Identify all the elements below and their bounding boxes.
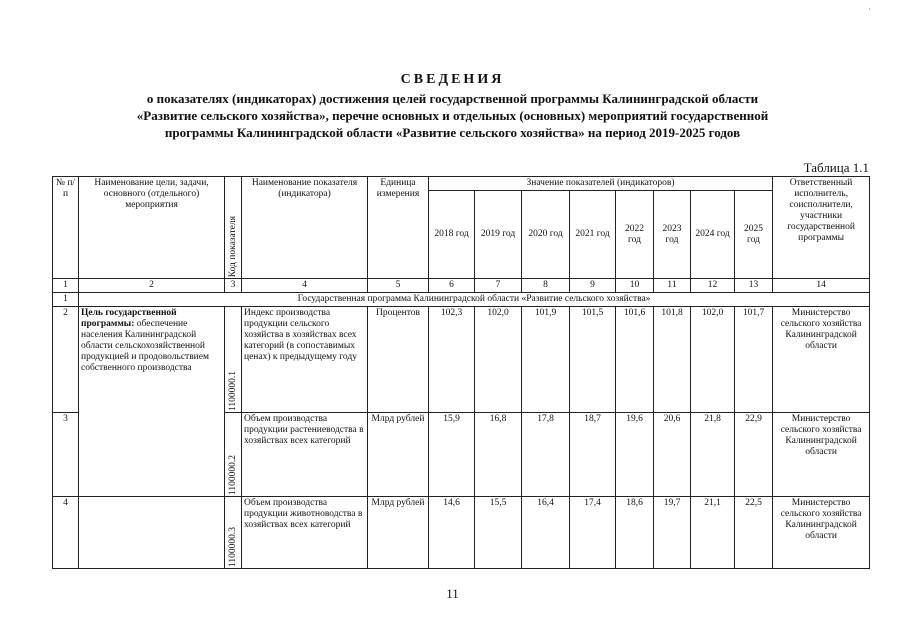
value-cell: 18,6 (616, 497, 654, 569)
header-year: 2022 год (616, 191, 654, 279)
value-cell: 102,0 (691, 307, 735, 413)
column-number: 2 (79, 279, 225, 293)
indicators-table (52, 176, 870, 569)
row-num: 2 (53, 307, 79, 413)
subtitle-line-3: программы Калининградской области «Развитие сельского хозяйства» на период 2019-2025 годов (164, 125, 741, 140)
page-number: 11 (446, 586, 459, 601)
goal-title: Цель государственной программы: (81, 308, 177, 329)
goal-description: обеспечение населения Калининградской области сельскохозяйственной продукцией и продовольствием собственного производства (81, 318, 209, 373)
indicator-code: 1100000.1 (227, 370, 238, 411)
corner-mark: · (868, 4, 871, 14)
row-num: 3 (53, 413, 79, 497)
column-number: 14 (773, 279, 870, 293)
value-cell: 101,6 (616, 307, 654, 413)
column-number: 13 (735, 279, 773, 293)
table-label: Таблица 1.1 (803, 160, 869, 175)
value-cell: 16,4 (522, 497, 570, 569)
column-number: 3 (225, 279, 242, 293)
value-cell: 18,7 (570, 413, 616, 497)
row-num: 4 (53, 497, 79, 569)
subtitle-line-1: о показателях (индикаторах) достижения целей государственной программы Калининградской области (146, 91, 759, 106)
value-cell: 22,9 (735, 413, 773, 497)
indicator-name: Объем производства продукции растениеводства в хозяйствах всех категорий (242, 413, 368, 497)
header-year: 2020 год (522, 191, 570, 279)
value-cell: 15,9 (429, 413, 475, 497)
responsible-cell: Министерство сельского хозяйства Калининградской области (773, 307, 870, 413)
header-values-group: Значение показателей (индикаторов) (429, 177, 773, 191)
column-number: 8 (522, 279, 570, 293)
column-number: 4 (242, 279, 368, 293)
header-year: 2023 год (654, 191, 691, 279)
table-row (53, 307, 870, 413)
responsible-cell: Министерство сельского хозяйства Калининградской области (773, 497, 870, 569)
code-cell (225, 497, 242, 569)
column-number: 6 (429, 279, 475, 293)
unit-cell: Процентов (368, 307, 429, 413)
indicator-name: Индекс производства продукции сельского хозяйства в хозяйствах всех категорий (в сопоставимых ценах) к предыдущему году (242, 307, 368, 413)
column-number: 12 (691, 279, 735, 293)
value-cell: 20,6 (654, 413, 691, 497)
value-cell: 101,5 (570, 307, 616, 413)
goal-cell-empty (79, 497, 225, 569)
column-number: 9 (570, 279, 616, 293)
value-cell: 101,7 (735, 307, 773, 413)
subtitle-line-2: «Развитие сельского хозяйства», перечне основных и отдельных (основных) мероприятий государственной (136, 108, 769, 123)
value-cell: 101,9 (522, 307, 570, 413)
column-number: 10 (616, 279, 654, 293)
header-code (225, 177, 242, 279)
column-number: 7 (475, 279, 522, 293)
header-year: 2019 год (475, 191, 522, 279)
indicator-code: 1100000.2 (227, 454, 238, 495)
value-cell: 17,8 (522, 413, 570, 497)
value-cell: 19,6 (616, 413, 654, 497)
value-cell: 22,5 (735, 497, 773, 569)
value-cell: 102,0 (475, 307, 522, 413)
header-responsible: Ответственный исполнитель, соисполнители, участники государственной программы (773, 177, 870, 279)
column-number-row (53, 279, 870, 293)
header-unit: Единица измерения (368, 177, 429, 279)
program-row-num: 1 (53, 293, 79, 307)
header-indicator: Наименование показателя (индикатора) (242, 177, 368, 279)
program-row (53, 293, 870, 307)
value-cell: 14,6 (429, 497, 475, 569)
value-cell: 21,1 (691, 497, 735, 569)
value-cell: 15,5 (475, 497, 522, 569)
header-goal: Наименование цели, задачи, основного (отдельного) мероприятия (79, 177, 225, 279)
value-cell: 21,8 (691, 413, 735, 497)
document-title: СВЕДЕНИЯ (400, 72, 505, 87)
goal-cell (79, 307, 225, 497)
column-number: 1 (53, 279, 79, 293)
value-cell: 102,3 (429, 307, 475, 413)
value-cell: 17,4 (570, 497, 616, 569)
program-row-title: Государственная программа Калининградской области «Развитие сельского хозяйства» (79, 293, 870, 307)
header-row-1 (53, 177, 870, 191)
header-year: 2021 год (570, 191, 616, 279)
code-cell (225, 413, 242, 497)
indicator-code: 1100000.3 (227, 526, 238, 567)
code-cell (225, 307, 242, 413)
table-row (53, 497, 870, 569)
header-year: 2018 год (429, 191, 475, 279)
unit-cell: Млрд рублей (368, 413, 429, 497)
header-num: № п/п (53, 177, 79, 279)
header-year: 2025 год (735, 191, 773, 279)
value-cell: 19,7 (654, 497, 691, 569)
header-year: 2024 год (691, 191, 735, 279)
value-cell: 101,8 (654, 307, 691, 413)
indicator-name: Объем производства продукции животноводства в хозяйствах всех категорий (242, 497, 368, 569)
unit-cell: Млрд рублей (368, 497, 429, 569)
responsible-cell: Министерство сельского хозяйства Калининградской области (773, 413, 870, 497)
value-cell: 16,8 (475, 413, 522, 497)
header-code-label: Код показателя (227, 215, 238, 277)
column-number: 11 (654, 279, 691, 293)
column-number: 5 (368, 279, 429, 293)
